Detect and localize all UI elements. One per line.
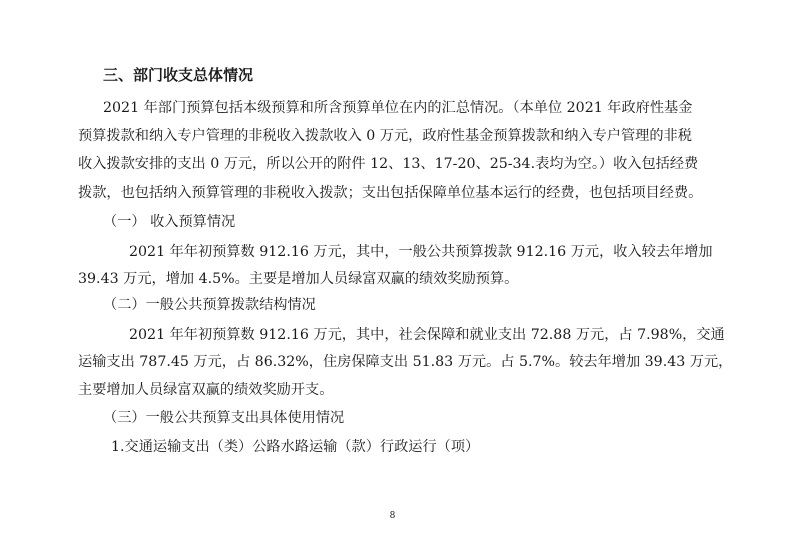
expenditure-item: 1.交通运输支出（类）公路水路运输（款）行政运行（项）: [111, 439, 480, 455]
paragraph-line: 收入拨款安排的支出 0 万元，所以公开的附件 12、13、17-20、25-34.表均为空。）收入包括经费: [78, 156, 699, 172]
section-heading: 三、部门收支总体情况: [103, 66, 254, 84]
subsection-title-income: （一） 收入预算情况: [103, 214, 236, 230]
paragraph-line: 预算拨款和纳入专户管理的非税收入拨款收入 0 万元，政府性基金预算拨款和纳入专户管理的非税: [78, 128, 692, 144]
paragraph-line: 主要增加人员绿富双赢的绩效奖励开支。: [78, 382, 334, 398]
paragraph-line: 2021 年部门预算包括本级预算和所含预算单位在内的汇总情况。（本单位 2021 年政府性基金: [103, 100, 693, 116]
paragraph-line: 39.43 万元，增加 4.5%。主要是增加人员绿富双赢的绩效奖励预算。: [78, 271, 519, 287]
paragraph-line: 拨款，也包括纳入预算管理的非税收入拨款；支出包括保障单位基本运行的经费，也包括项目经费。: [78, 185, 703, 201]
subsection-title-expenditure: （三）一般公共预算支出具体使用情况: [103, 410, 345, 426]
paragraph-line: 2021 年年初预算数 912.16 万元，其中，一般公共预算拨款 912.16 万元，收入较去年增加: [129, 244, 713, 260]
paragraph-line: 2021 年年初预算数 912.16 万元，其中，社会保障和就业支出 72.88 万元，占 7.98%，交通: [129, 327, 725, 343]
page-number: 8: [389, 511, 396, 521]
paragraph-line: 运输支出 787.45 万元，占 86.32%，住房保障支出 51.83 万元。占 5.7%。较去年增加 39.43 万元，: [78, 354, 733, 370]
subsection-title-structure: （二）一般公共预算拨款结构情况: [103, 297, 316, 313]
